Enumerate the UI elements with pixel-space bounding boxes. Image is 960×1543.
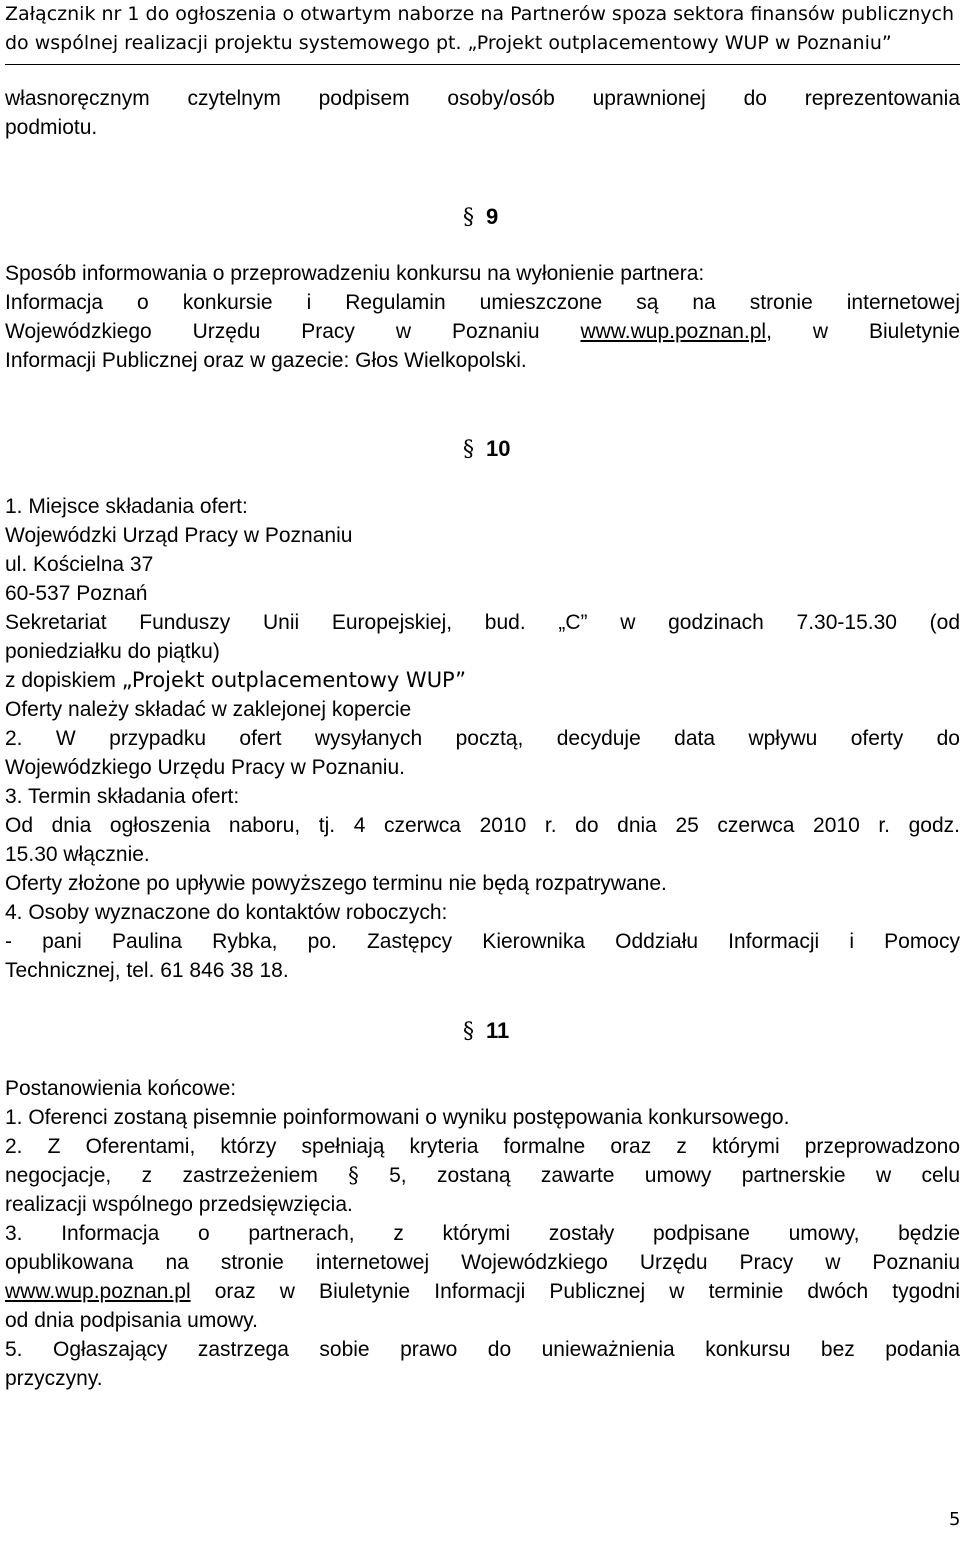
document-page <box>5 0 960 1543</box>
s10-line-11: 3. Termin składania ofert: <box>5 785 240 808</box>
s9-line-4: Informacji Publicznej oraz w gazecie: Głos Wielkopolski. <box>5 349 527 372</box>
s10-line-13: 15.30 włącznie. <box>5 843 150 866</box>
s11-line-9: od dnia podpisania umowy. <box>5 1309 258 1332</box>
s11-line-4-tail: , zostaną zawarte umowy partnerskie w celu <box>400 1164 960 1187</box>
s9-line-3 <box>5 317 960 346</box>
section-symbol: § <box>463 437 474 462</box>
s11-line-2: 1. Oferenci zostaną pisemnie poinformowani o wyniku postępowania konkursowego. <box>5 1106 790 1129</box>
header-line-2: do wspólnej realizacji projektu systemowego pt. „Projekt outplacementowy WUP w Poznaniu” <box>5 32 892 54</box>
s10-line-1: 1. Miejsce składania ofert: <box>5 495 248 518</box>
wup-website-link[interactable]: www.wup.poznan.pl <box>580 320 767 343</box>
s9-line-1: Sposób informowania o przeprowadzeniu konkursu na wyłonienie partnera: <box>5 262 705 285</box>
s11-line-6: 3. Informacja o partnerach, z którymi zostały podpisane umowy, będzie <box>5 1222 960 1245</box>
header-line-1: Załącznik nr 1 do ogłoszenia o otwartym naborze na Partnerów spoza sektora finansów publicznych <box>5 3 955 25</box>
s9-line-3-text: Wojewódzkiego Urzędu Pracy w Poznaniu <box>5 320 581 343</box>
s10-line-9: 2. W przypadku ofert wysyłanych pocztą, decyduje data wpływu oferty do <box>5 727 960 750</box>
section-symbol: § <box>463 205 474 230</box>
s11-line-10: 5. Ogłaszający zastrzega sobie prawo do unieważnienia konkursu bez podania <box>5 1338 960 1361</box>
s9-line-3-tail: , w Biuletynie <box>766 320 960 343</box>
project-name-quote: „Projekt outplacementowy WUP” <box>121 668 466 692</box>
s10-line-8: Oferty należy składać w zaklejonej kopercie <box>5 698 412 721</box>
s10-line-17: Technicznej, tel. 61 846 38 18. <box>5 959 289 982</box>
s10-line-3: ul. Kościelna 37 <box>5 553 154 576</box>
s10-line-2: Wojewódzki Urząd Pracy w Poznaniu <box>5 524 353 547</box>
page-number: 5 <box>949 1509 960 1530</box>
s10-line-15: 4. Osoby wyznaczone do kontaktów roboczych: <box>5 901 448 924</box>
s10-line-12: Od dnia ogłoszenia naboru, tj. 4 czerwca 2010 r. do dnia 25 czerwca 2010 r. godz. <box>5 814 960 837</box>
s11-line-4-text: negocjacje, z zastrzeżeniem <box>5 1164 349 1187</box>
s11-line-1: Postanowienia końcowe: <box>5 1077 237 1100</box>
intro-line-2: podmiotu. <box>5 116 98 139</box>
intro-line-1: własnoręcznym czytelnym podpisem osoby/osób uprawnionej do reprezentowania <box>5 87 960 110</box>
s11-line-11: przyczyny. <box>5 1367 103 1390</box>
section-number: 10 <box>486 436 511 461</box>
page-header <box>5 0 954 58</box>
s10-line-4: 60-537 Poznań <box>5 582 148 605</box>
s10-line-6: poniedziałku do piątku) <box>5 640 220 663</box>
s11-line-3: 2. Z Oferentami, którzy spełniają kryteria formalne oraz z którymi przeprowadzono <box>5 1135 960 1158</box>
section-11-heading <box>463 1016 509 1046</box>
wup-website-link[interactable]: www.wup.poznan.pl <box>5 1280 191 1303</box>
s10-line-5: Sekretariat Funduszy Unii Europejskiej, bud. „C” w godzinach 7.30-15.30 (od <box>5 611 960 634</box>
s9-line-2: Informacja o konkursie i Regulamin umieszczone są na stronie internetowej <box>5 291 960 314</box>
section-ref-number: 5 <box>389 1164 401 1187</box>
section-symbol: § <box>348 1163 359 1187</box>
s11-line-8 <box>5 1277 960 1306</box>
s11-line-4 <box>5 1161 960 1190</box>
s11-line-8-tail: oraz w Biuletynie Informacji Publicznej w terminie dwóch tygodni <box>190 1280 960 1303</box>
section-number: 9 <box>486 204 499 229</box>
s11-line-5: realizacji wspólnego przedsięwzięcia. <box>5 1193 353 1216</box>
section-10-heading <box>463 434 510 464</box>
section-number: 11 <box>486 1018 510 1043</box>
s10-line-7 <box>5 666 960 695</box>
s10-line-10: Wojewódzkiego Urzędu Pracy w Poznaniu. <box>5 756 405 779</box>
s10-line-14: Oferty złożone po upływie powyższego terminu nie będą rozpatrywane. <box>5 872 667 895</box>
s11-line-7: opublikowana na stronie internetowej Wojewódzkiego Urzędu Pracy w Poznaniu <box>5 1251 960 1274</box>
s10-line-7-text: z dopiskiem <box>5 669 122 692</box>
section-9-heading <box>463 202 498 232</box>
header-rule <box>5 64 960 65</box>
s10-line-16: - pani Paulina Rybka, po. Zastępcy Kierownika Oddziału Informacji i Pomocy <box>5 930 960 953</box>
section-symbol: § <box>463 1019 474 1044</box>
